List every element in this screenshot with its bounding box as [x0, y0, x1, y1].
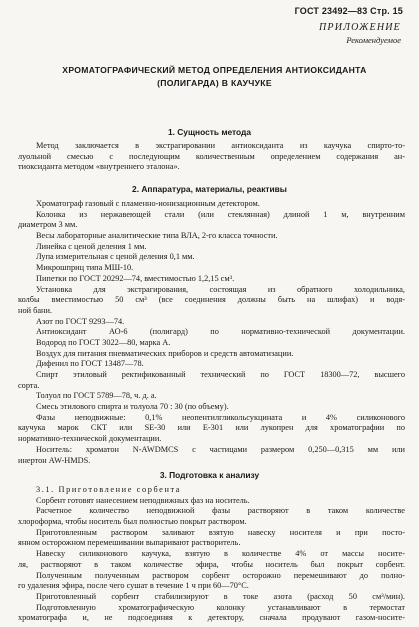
- text-line: хлороформа, чтобы носитель был полностью покрыт раствором.: [18, 517, 247, 527]
- text-line: Колонка из нержавеющей стали (или стеклянная) длиной 1 м, внутренним: [36, 209, 405, 219]
- text-line: колбы вместимостью 50 см³ (все соединения должны быть на шлифах) и водя-: [18, 295, 405, 305]
- section-body: [18, 141, 405, 173]
- text-line: Линейка с ценой деления 1 мм.: [36, 241, 147, 251]
- text-line: Расчетное количество неподвижной фазы растворяют в таком количестве: [36, 506, 405, 516]
- text-line: Носитель: хроматон N-AWDMCS с частицами размером 0,250—0,315 мм или: [36, 444, 405, 454]
- text-line: Приготовленным раствором заливают взятую навеску носителя и при посто-: [36, 527, 405, 537]
- appendix-label: [319, 22, 401, 45]
- page-header: ГОСТ 23492—83 Стр. 15: [294, 6, 403, 16]
- text-line: Водород по ГОСТ 3022—80, марка А.: [36, 337, 171, 347]
- text-line: каучука марок СКТ или SE-30 или Е-301 или лукопрен для хроматографии по: [18, 423, 405, 433]
- appendix-subtitle: Рекомендуемое: [346, 35, 401, 45]
- text-line: го удаления эфира, после чего сушат в течение 1 ч при 60—70°С.: [18, 581, 249, 591]
- text-line: диаметром 3 мм.: [18, 220, 78, 230]
- text-line: Антиоксидант АО-6 (полигард) по нормативно-технической документации.: [36, 327, 405, 337]
- text-line: Спирт этиловый ректификованный технический по ГОСТ 18300—72, высшего: [36, 370, 405, 379]
- text-line: хроматографа и, не подсоединяя к детектору, сначала продувают газом-носите-: [18, 613, 405, 623]
- text-line: тиоксиданта методом «внутреннего эталона».: [18, 162, 180, 172]
- text-line: Установка для экстрагирования, состоящая из обратного холодильника,: [36, 284, 405, 294]
- text-line: сорта.: [18, 380, 40, 390]
- text-line: Пипетки по ГОСТ 20292—74, вместимостью 1,2,15 см³.: [36, 273, 235, 283]
- text-line: Полученным полученным раствором сорбент осторожно перемешивают до полно-: [36, 570, 405, 580]
- document-title-line: (ПОЛИГАРДА) В КАУЧУКЕ: [157, 78, 272, 88]
- text-line: ля, растворяют в таком количестве эфира, чтобы носитель был покрыт сорбент.: [18, 559, 405, 569]
- text-line: Приготовленный сорбент стабилизируют в токе азота (расход 50 см³/мин).: [36, 591, 405, 601]
- text-line: Сорбент готовят нанесением неподвижных фаз на носитель.: [36, 495, 250, 505]
- text-line: Смесь этилового спирта и толуола 70 : 30 (по объему).: [36, 402, 229, 412]
- text-line: луольной смесью с последующим количественным определением содержания ан-: [18, 151, 405, 161]
- text-line: Фазы неподвижные: 0,1% неопентилгликольсукцината и 4% силиконового: [36, 412, 405, 422]
- text-line: Толуол по ГОСТ 5789—78, ч. д. а.: [36, 391, 157, 401]
- text-line: Азот по ГОСТ 9293—74.: [36, 316, 125, 326]
- document-title: [30, 64, 399, 90]
- text-line: нормативно-технической документации.: [18, 434, 162, 444]
- text-line: 3.1. Приготовление сорбента: [36, 485, 182, 494]
- section-heading: 3. Подготовка к анализу: [159, 470, 260, 480]
- text-line: Хроматограф газовый с пламенно-ионизационным детектором.: [36, 199, 260, 208]
- appendix-title: ПРИЛОЖЕНИЕ: [319, 22, 401, 33]
- section-heading: 1. Сущность метода: [167, 127, 252, 137]
- text-line: инертон AW-HMDS.: [18, 455, 91, 465]
- section-body: [18, 199, 405, 466]
- text-line: Воздух для питания пневматических приборов и средств автоматизации.: [36, 348, 294, 358]
- text-line: Подготовленную хроматографическую колонку устанавливают в термостат: [36, 602, 405, 612]
- text-line: ной бани.: [18, 305, 52, 315]
- section-body: [18, 485, 405, 624]
- text-line: Микрошприц типа МШ-10.: [36, 263, 134, 273]
- text-line: Навеску силиконового каучука, взятую в количестве 4% от массы носите-: [36, 549, 405, 559]
- text-line: янном осторожном перемешивании выпаривают растворитель.: [18, 538, 241, 548]
- text-line: Лупа измерительная с ценой деления 0,1 мм.: [36, 252, 195, 262]
- document-title-line: ХРОМАТОГРАФИЧЕСКИЙ МЕТОД ОПРЕДЕЛЕНИЯ АНТИОКСИДАНТА: [62, 65, 367, 75]
- text-line: Метод заключается в экстрагировании антиоксиданта из каучука спирто-то-: [36, 141, 405, 150]
- text-line: Дифенил по ГОСТ 13487—78.: [36, 359, 144, 369]
- text-line: Весы лабораторные аналитические типа ВЛА, 2-го класса точности.: [36, 231, 278, 241]
- section-heading: 2. Аппаратура, материалы, реактивы: [132, 184, 287, 194]
